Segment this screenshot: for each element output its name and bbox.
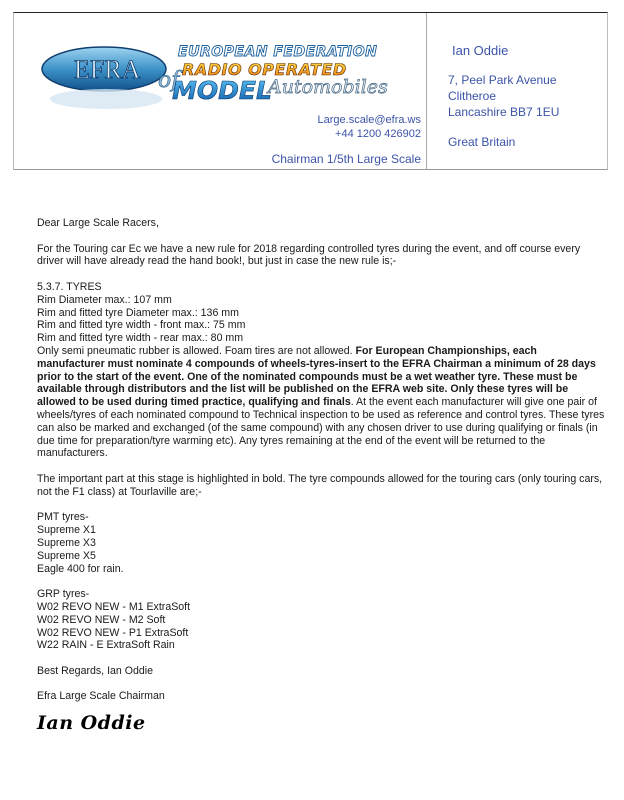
closing: Best Regards, Ian Oddie xyxy=(37,664,154,677)
list-item: Supreme X1 xyxy=(37,524,96,537)
greeting: Dear Large Scale Racers, xyxy=(37,217,159,229)
address-street: 7, Peel Park Avenue xyxy=(448,73,557,87)
letter-body xyxy=(37,217,607,735)
header-divider xyxy=(426,13,427,169)
letterhead xyxy=(13,12,608,170)
grp-tyre-list xyxy=(37,588,607,652)
important-note: The important part at this stage is highlighted in bold. The tyre compounds allowed for the touring cars (only touring cars, not the F1 class) at Tourlaville are;- xyxy=(37,472,603,498)
list-item: W02 REVO NEW - P1 ExtraSoft xyxy=(37,626,189,639)
signature: Ian Oddie xyxy=(37,712,146,735)
pmt-heading: PMT tyres- xyxy=(37,511,89,524)
rule-text-plain: Only semi pneumatic rubber is allowed. Foam tires are not allowed. xyxy=(37,344,356,357)
list-item: W02 REVO NEW - M1 ExtraSoft xyxy=(37,600,191,613)
chairman-title: Chairman 1/5th Large Scale xyxy=(271,152,421,166)
list-item: Supreme X5 xyxy=(37,549,96,562)
sender-name: Ian Oddie xyxy=(452,43,509,58)
rule-spec: Rim and fitted tyre Diameter max.: 136 mm xyxy=(37,306,239,319)
logo-of: of xyxy=(158,68,180,93)
efra-logo xyxy=(32,35,402,115)
address-country: Great Britain xyxy=(448,135,516,149)
logo-reflection xyxy=(50,89,162,109)
grp-heading: GRP tyres- xyxy=(37,588,90,601)
logo-line2: RADIO OPERATED xyxy=(182,60,347,79)
list-item: Eagle 400 for rain. xyxy=(37,562,124,575)
logo-line3: MODEL xyxy=(172,76,272,105)
list-item: Supreme X3 xyxy=(37,536,96,549)
list-item: W22 RAIN - E ExtraSoft Rain xyxy=(37,639,175,652)
email-link[interactable]: Large.scale@efra.ws xyxy=(317,114,421,126)
rule-paragraph xyxy=(37,345,607,460)
intro-paragraph: For the Touring car Ec we have a new rule for 2018 regarding controlled tyres during the event, and off course every driver will have already read the hand book!, but just in case the new rule is;- xyxy=(37,242,581,268)
rule-spec: Rim and fitted tyre width - front max.: 75 mm xyxy=(37,319,246,332)
logo-badge-text: EFRA xyxy=(74,55,141,84)
address-town: Clitheroe xyxy=(448,89,497,103)
signoff-title: Efra Large Scale Chairman xyxy=(37,690,165,703)
logo-line1: EUROPEAN FEDERATION xyxy=(178,44,378,60)
pmt-tyre-list xyxy=(37,511,607,575)
phone-number: +44 1200 426902 xyxy=(335,128,421,140)
address-county-postcode: Lancashire BB7 1EU xyxy=(448,105,560,119)
rule-spec: Rim Diameter max.: 107 mm xyxy=(37,293,172,306)
rule-section xyxy=(37,281,607,345)
contact-details xyxy=(318,113,422,141)
logo-automobiles: Automobiles xyxy=(268,76,388,98)
rule-spec: Rim and fitted tyre width - rear max.: 80 mm xyxy=(37,332,244,345)
rule-text-plain: . At the event each manufacturer will give one pair of wheels/tyres of each nominated compound to Technical inspection to be used as reference and control tyres. These tyres can also be marked and exchanged (of the same compound) with any chosen driver to use during qualifying or finals (in due time for preparation/tyre warming etc). Any tyres remaining at the end of the event will be returned to the manufacturers. xyxy=(37,396,605,460)
rule-text-bold: For European Championships, each manufacturer must nominate 4 compounds of wheels-tyres-insert to the EFRA Chairman a minimum of 28 days prior to the start of the event. One of the nominated compounds must be a wet weather tyre. These must be available through distributors and the list will be published on the EFRA web site. Only these tyres will be allowed to be used during timed practice, qualifying and finals xyxy=(37,344,596,409)
sender-address xyxy=(448,43,559,150)
rule-heading: 5.3.7. TYRES xyxy=(37,280,102,293)
list-item: W02 REVO NEW - M2 Soft xyxy=(37,613,166,626)
